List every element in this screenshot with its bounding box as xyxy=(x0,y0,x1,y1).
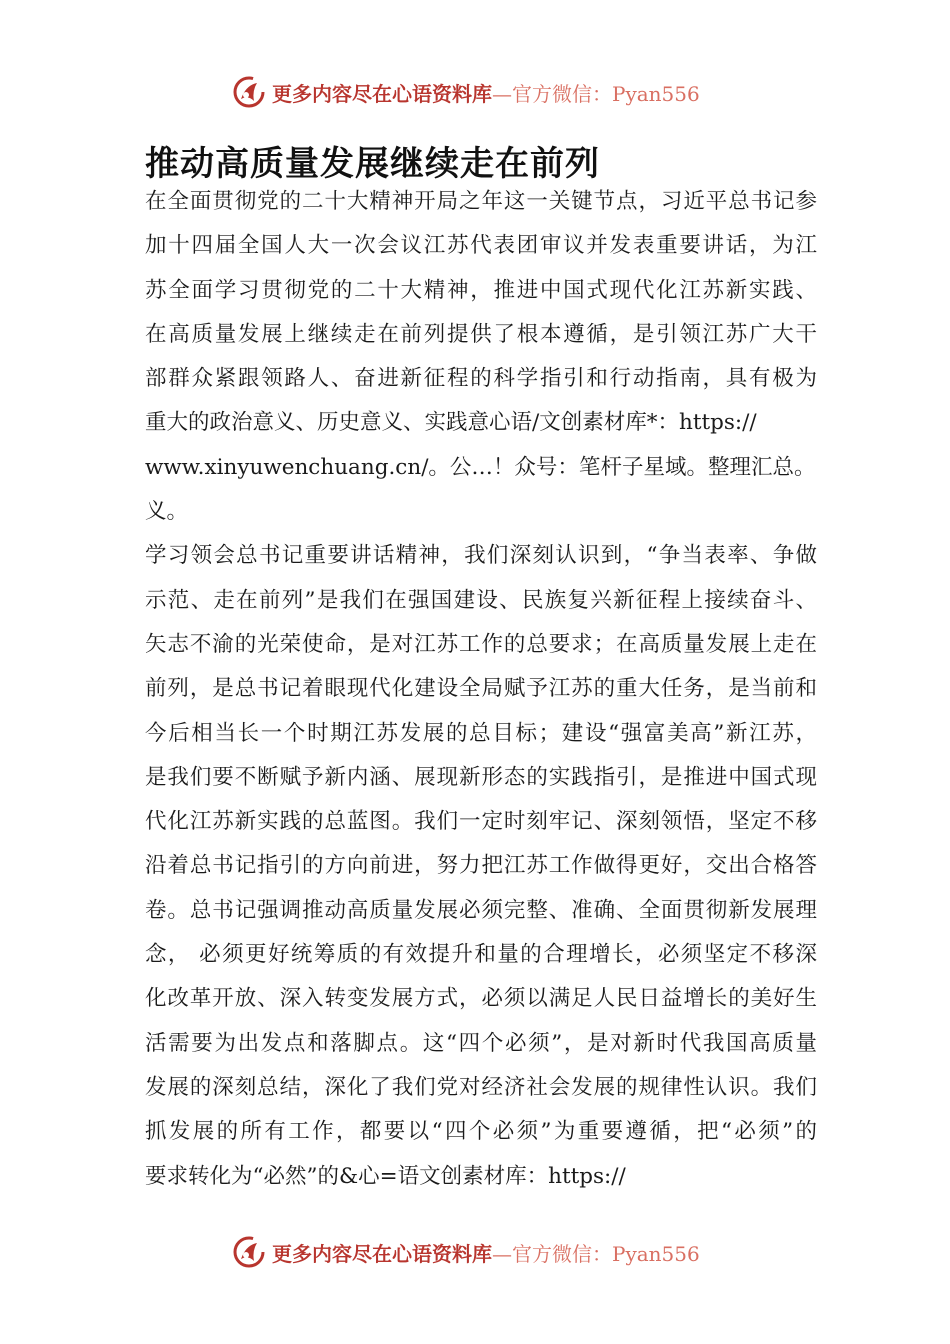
text-line: 矢志不渝的光荣使命，是对江苏工作的总要求；在高质量发展上走在 xyxy=(145,631,817,657)
article-body xyxy=(145,180,817,1199)
text-line: 今后相当长一个时期江苏发展的总目标；建设“强富美高”新江苏， xyxy=(145,720,817,746)
banner-wechat: —官方微信：Pyan556 xyxy=(492,1241,700,1266)
text-line: 前列，是总书记着眼现代化建设全局赋予江苏的重大任务，是当前和 xyxy=(145,676,817,702)
text-line: 是我们要不断赋予新内涵、展现新形态的实践指引，是推进中国式现 xyxy=(145,764,817,790)
text-line: www.xinyuwenchuang.cn/。公…！众号：笔杆子星域。整理汇总。 xyxy=(145,454,816,480)
text-line: 卷。总书记强调推动高质量发展必须完整、准确、全面贯彻新发展理 xyxy=(145,897,817,923)
text-line: 苏全面学习贯彻党的二十大精神，推进中国式现代化江苏新实践、 xyxy=(145,277,817,303)
text-line: 活需要为出发点和落脚点。这“四个必须”，是对新时代我国高质量 xyxy=(145,1030,817,1056)
text-line: 化改革开放、深入转变发展方式，必须以满足人民日益增长的美好生 xyxy=(145,986,817,1012)
footer-banner xyxy=(232,1232,700,1272)
text-line: 学习领会总书记重要讲话精神，我们深刻认识到，“争当表率、争做 xyxy=(145,543,817,569)
page-title: 推动高质量发展继续走在前列 xyxy=(145,144,600,184)
brand-logo-icon xyxy=(232,75,266,109)
header-banner xyxy=(232,72,700,112)
text-line: 部群众紧跟领路人、奋进新征程的科学指引和行动指南，具有极为 xyxy=(145,366,817,392)
banner-text: 更多内容尽在心语资料库 xyxy=(272,1241,492,1266)
text-line: 念， 必须更好统筹质的有效提升和量的合理增长，必须坚定不移深 xyxy=(145,942,817,968)
text-line: 代化江苏新实践的总蓝图。我们一定时刻牢记、深刻领悟，坚定不移 xyxy=(145,809,817,835)
text-line: 沿着总书记指引的方向前进，努力把江苏工作做得更好，交出合格答 xyxy=(145,853,817,879)
banner-wechat: —官方微信：Pyan556 xyxy=(492,81,700,106)
text-line: 示范、走在前列”是我们在强国建设、民族复兴新征程上接续奋斗、 xyxy=(145,587,817,613)
text-line: 在高质量发展上继续走在前列提供了根本遵循，是引领江苏广大干 xyxy=(145,321,817,347)
text-line: 在全面贯彻党的二十大精神开局之年这一关键节点，习近平总书记参 xyxy=(145,189,817,214)
text-line: 要求转化为“必然”的&心=语文创素材库：https:// xyxy=(145,1163,626,1189)
brand-logo-icon xyxy=(232,1235,266,1269)
text-line: 发展的深刻总结，深化了我们党对经济社会发展的规律性认识。我们 xyxy=(145,1074,817,1100)
text-line: 义。 xyxy=(145,499,189,525)
text-line: 抓发展的所有工作，都要以“四个必须”为重要遵循，把“必须”的 xyxy=(145,1119,817,1145)
banner-text: 更多内容尽在心语资料库 xyxy=(272,81,492,106)
text-line: 重大的政治意义、历史意义、实践意心语/文创素材库*：https:// xyxy=(145,410,757,436)
text-line: 加十四届全国人大一次会议江苏代表团审议并发表重要讲话，为江 xyxy=(145,233,817,259)
